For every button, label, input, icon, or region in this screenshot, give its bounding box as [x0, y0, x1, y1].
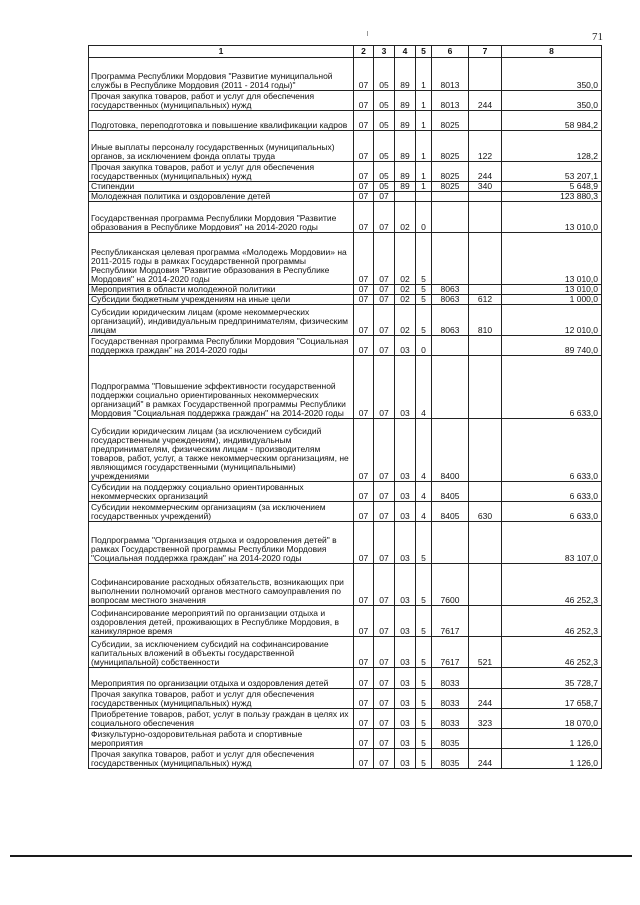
amount: 1 000,0 — [502, 295, 602, 305]
code-subsection: 07 — [374, 192, 395, 202]
code-subprogram: 5 — [416, 709, 432, 729]
code-subsection: 05 — [374, 111, 395, 131]
code-expense-type: 810 — [469, 305, 502, 336]
code-subprogram: 4 — [416, 502, 432, 522]
code-section: 07 — [354, 522, 374, 564]
code-program — [395, 192, 416, 202]
page-number: 71 — [592, 31, 603, 43]
code-subprogram: 4 — [416, 356, 432, 419]
code-subprogram: 4 — [416, 419, 432, 482]
amount: 46 252,3 — [502, 564, 602, 606]
item-name: Мероприятия в области молодежной политики — [89, 285, 354, 295]
code-section: 07 — [354, 668, 374, 689]
code-program: 89 — [395, 91, 416, 111]
amount: 58 984,2 — [502, 111, 602, 131]
code-expense-type — [469, 192, 502, 202]
code-expense-type — [469, 482, 502, 502]
code-direction: 8405 — [432, 482, 469, 502]
code-direction: 8063 — [432, 295, 469, 305]
code-subsection: 07 — [374, 305, 395, 336]
item-name: Приобретение товаров, работ, услуг в пользу граждан в целях их социального обеспечения — [89, 709, 354, 729]
code-direction: 7600 — [432, 564, 469, 606]
amount: 350,0 — [502, 91, 602, 111]
table-row — [89, 305, 602, 336]
amount: 13 010,0 — [502, 202, 602, 233]
item-name: Подпрограмма "Организация отдыха и оздоровления детей" в рамках Государственной программы Республики Мордовия "Социальная поддержка граждан" на 2014-2020 годы — [89, 522, 354, 564]
code-section: 07 — [354, 749, 374, 769]
code-program: 03 — [395, 482, 416, 502]
code-section: 07 — [354, 336, 374, 356]
amount: 123 880,3 — [502, 192, 602, 202]
code-program: 02 — [395, 295, 416, 305]
code-expense-type — [469, 356, 502, 419]
budget-table — [88, 45, 602, 769]
bottom-rule — [10, 855, 632, 857]
code-subsection: 07 — [374, 202, 395, 233]
code-section: 07 — [354, 91, 374, 111]
item-name: Субсидии юридическим лицам (за исключением субсидий государственным учреждениям), индивидуальным предпринимателям, физическим лицам - производителям товаров, работ, услуг, а также некоммерческим организациям, не являющимся государственными (муниципальными) учреждениями — [89, 419, 354, 482]
code-direction — [432, 233, 469, 285]
code-direction: 8063 — [432, 285, 469, 295]
code-section: 07 — [354, 162, 374, 182]
amount: 1 126,0 — [502, 749, 602, 769]
table-row — [89, 689, 602, 709]
code-subsection: 07 — [374, 606, 395, 637]
column-header: 5 — [416, 46, 432, 58]
item-name: Стипендии — [89, 182, 354, 192]
code-subsection: 07 — [374, 233, 395, 285]
code-program: 89 — [395, 182, 416, 192]
table-row — [89, 637, 602, 668]
code-subprogram: 5 — [416, 637, 432, 668]
code-expense-type — [469, 606, 502, 637]
amount: 12 010,0 — [502, 305, 602, 336]
item-name: Субсидии бюджетным учреждениям на иные цели — [89, 295, 354, 305]
item-name: Молодежная политика и оздоровление детей — [89, 192, 354, 202]
amount: 6 633,0 — [502, 482, 602, 502]
code-subprogram: 1 — [416, 91, 432, 111]
table-row — [89, 182, 602, 192]
column-header: 7 — [469, 46, 502, 58]
code-section: 07 — [354, 192, 374, 202]
code-expense-type — [469, 419, 502, 482]
code-direction: 8035 — [432, 749, 469, 769]
code-section: 07 — [354, 58, 374, 91]
column-header: 6 — [432, 46, 469, 58]
code-expense-type — [469, 233, 502, 285]
code-expense-type — [469, 111, 502, 131]
table-row — [89, 356, 602, 419]
code-direction: 8033 — [432, 668, 469, 689]
code-expense-type: 521 — [469, 637, 502, 668]
item-name: Иные выплаты персоналу государственных (муниципальных) органов, за исключением фонда оплаты труда — [89, 131, 354, 162]
column-header: 4 — [395, 46, 416, 58]
table-row — [89, 522, 602, 564]
code-section: 07 — [354, 709, 374, 729]
code-direction: 8033 — [432, 709, 469, 729]
item-name: Подпрограмма "Повышение эффективности государственной поддержки социально ориентированных некоммерческих организаций" в рамках Государственной программы Республики Мордовия "Социальная поддержка граждан" на 2014-2020 годы — [89, 356, 354, 419]
code-program: 02 — [395, 233, 416, 285]
item-name: Прочая закупка товаров, работ и услуг для обеспечения государственных (муниципальных) нужд — [89, 91, 354, 111]
amount: 128,2 — [502, 131, 602, 162]
code-program: 03 — [395, 522, 416, 564]
item-name: Программа Республики Мордовия "Развитие муниципальной службы в Республике Мордовия (2011 - 2014 годы)" — [89, 58, 354, 91]
item-name: Прочая закупка товаров, работ и услуг для обеспечения государственных (муниципальных) нужд — [89, 749, 354, 769]
code-program: 03 — [395, 502, 416, 522]
code-direction: 7617 — [432, 637, 469, 668]
item-name: Республиканская целевая программа «Молодежь Мордовии» на 2011-2015 годы в рамках Государственной программы Республики Мордовия "Развитие образования в Республике Мордовия" на 2014-2020 годы — [89, 233, 354, 285]
table-row — [89, 202, 602, 233]
table-row — [89, 419, 602, 482]
code-program: 02 — [395, 202, 416, 233]
code-section: 07 — [354, 606, 374, 637]
code-direction: 8033 — [432, 689, 469, 709]
table-row — [89, 502, 602, 522]
code-expense-type: 244 — [469, 91, 502, 111]
code-program: 03 — [395, 729, 416, 749]
amount: 35 728,7 — [502, 668, 602, 689]
code-subprogram: 5 — [416, 564, 432, 606]
code-program: 89 — [395, 111, 416, 131]
amount: 350,0 — [502, 58, 602, 91]
table-row — [89, 729, 602, 749]
code-expense-type — [469, 285, 502, 295]
table-row — [89, 58, 602, 91]
code-subprogram: 5 — [416, 606, 432, 637]
column-header: 1 — [89, 46, 354, 58]
code-direction: 7617 — [432, 606, 469, 637]
code-subprogram: 5 — [416, 749, 432, 769]
code-expense-type — [469, 564, 502, 606]
code-program: 03 — [395, 419, 416, 482]
code-subsection: 07 — [374, 419, 395, 482]
item-name: Государственная программа Республики Мордовия "Развитие образования в Республике Мордовия" на 2014-2020 годы — [89, 202, 354, 233]
code-program: 03 — [395, 689, 416, 709]
amount: 18 070,0 — [502, 709, 602, 729]
table-row — [89, 482, 602, 502]
code-direction: 8035 — [432, 729, 469, 749]
code-program: 02 — [395, 285, 416, 295]
code-subprogram: 5 — [416, 689, 432, 709]
code-subsection: 07 — [374, 356, 395, 419]
code-subsection: 05 — [374, 58, 395, 91]
code-subprogram: 1 — [416, 111, 432, 131]
code-section: 07 — [354, 729, 374, 749]
code-expense-type — [469, 522, 502, 564]
amount: 13 010,0 — [502, 233, 602, 285]
code-section: 07 — [354, 182, 374, 192]
code-expense-type: 244 — [469, 689, 502, 709]
code-subsection: 07 — [374, 668, 395, 689]
code-expense-type: 244 — [469, 749, 502, 769]
code-subsection: 07 — [374, 709, 395, 729]
table-header-row — [89, 46, 602, 58]
code-direction: 8025 — [432, 182, 469, 192]
table-row — [89, 606, 602, 637]
code-subsection: 05 — [374, 182, 395, 192]
amount: 1 126,0 — [502, 729, 602, 749]
item-name: Мероприятия по организации отдыха и оздоровления детей — [89, 668, 354, 689]
code-program: 03 — [395, 606, 416, 637]
item-name: Прочая закупка товаров, работ и услуг для обеспечения государственных (муниципальных) нужд — [89, 689, 354, 709]
code-direction: 8013 — [432, 91, 469, 111]
item-name: Физкультурно-оздоровительная работа и спортивные мероприятия — [89, 729, 354, 749]
table-row — [89, 749, 602, 769]
code-subprogram: 5 — [416, 729, 432, 749]
code-subsection: 07 — [374, 502, 395, 522]
item-name: Софинансирование расходных обязательств, возникающих при выполнении полномочий органов местного самоуправления по вопросам местного значения — [89, 564, 354, 606]
amount: 6 633,0 — [502, 419, 602, 482]
code-subsection: 07 — [374, 336, 395, 356]
code-subsection: 05 — [374, 162, 395, 182]
code-section: 07 — [354, 233, 374, 285]
code-expense-type: 122 — [469, 131, 502, 162]
code-direction: 8063 — [432, 305, 469, 336]
table-row — [89, 668, 602, 689]
item-name: Софинансирование мероприятий по организации отдыха и оздоровления детей, проживающих в Республике Мордовия, в каникулярное время — [89, 606, 354, 637]
code-program: 03 — [395, 637, 416, 668]
code-program: 02 — [395, 305, 416, 336]
code-subprogram — [416, 192, 432, 202]
amount: 6 633,0 — [502, 502, 602, 522]
code-section: 07 — [354, 131, 374, 162]
table-body — [89, 58, 602, 769]
code-subprogram: 5 — [416, 295, 432, 305]
code-subsection: 05 — [374, 91, 395, 111]
code-expense-type — [469, 58, 502, 91]
code-subsection: 07 — [374, 482, 395, 502]
code-subsection: 07 — [374, 749, 395, 769]
code-expense-type — [469, 668, 502, 689]
code-program: 03 — [395, 709, 416, 729]
table-row — [89, 709, 602, 729]
code-subprogram: 1 — [416, 162, 432, 182]
code-subprogram: 5 — [416, 668, 432, 689]
code-expense-type — [469, 729, 502, 749]
item-name: Субсидии юридическим лицам (кроме некоммерческих организаций), индивидуальным предпринимателям, физическим лицам — [89, 305, 354, 336]
code-subprogram: 5 — [416, 233, 432, 285]
code-subsection: 05 — [374, 131, 395, 162]
code-expense-type — [469, 336, 502, 356]
amount: 53 207,1 — [502, 162, 602, 182]
code-subsection: 07 — [374, 564, 395, 606]
code-expense-type: 612 — [469, 295, 502, 305]
item-name: Субсидии, за исключением субсидий на софинансирование капитальных вложений в объекты государственной (муниципальной) собственности — [89, 637, 354, 668]
table-row — [89, 131, 602, 162]
item-name: Субсидии на поддержку социально ориентированных некоммерческих организаций — [89, 482, 354, 502]
code-subprogram: 0 — [416, 202, 432, 233]
code-subsection: 07 — [374, 729, 395, 749]
code-section: 07 — [354, 111, 374, 131]
code-program: 03 — [395, 564, 416, 606]
code-subsection: 07 — [374, 689, 395, 709]
code-section: 07 — [354, 637, 374, 668]
table-row — [89, 295, 602, 305]
code-program: 03 — [395, 749, 416, 769]
amount: 17 658,7 — [502, 689, 602, 709]
code-section: 07 — [354, 419, 374, 482]
code-subprogram: 5 — [416, 305, 432, 336]
code-program: 89 — [395, 58, 416, 91]
code-expense-type: 340 — [469, 182, 502, 192]
scan-mark — [367, 31, 368, 36]
code-expense-type — [469, 202, 502, 233]
code-section: 07 — [354, 689, 374, 709]
column-header: 3 — [374, 46, 395, 58]
code-direction: 8025 — [432, 131, 469, 162]
code-direction: 8025 — [432, 162, 469, 182]
code-section: 07 — [354, 482, 374, 502]
code-section: 07 — [354, 564, 374, 606]
code-program: 03 — [395, 336, 416, 356]
amount: 5 648,9 — [502, 182, 602, 192]
code-expense-type: 630 — [469, 502, 502, 522]
column-header: 8 — [502, 46, 602, 58]
amount: 6 633,0 — [502, 356, 602, 419]
item-name: Подготовка, переподготовка и повышение квалификации кадров — [89, 111, 354, 131]
code-section: 07 — [354, 305, 374, 336]
code-expense-type: 244 — [469, 162, 502, 182]
code-subprogram: 1 — [416, 58, 432, 91]
table-row — [89, 192, 602, 202]
item-name: Субсидии некоммерческим организациям (за исключением государственных учреждений) — [89, 502, 354, 522]
code-subsection: 07 — [374, 522, 395, 564]
amount: 46 252,3 — [502, 637, 602, 668]
code-subprogram: 1 — [416, 131, 432, 162]
table-row — [89, 91, 602, 111]
item-name: Прочая закупка товаров, работ и услуг для обеспечения государственных (муниципальных) нужд — [89, 162, 354, 182]
code-direction — [432, 202, 469, 233]
code-direction — [432, 356, 469, 419]
code-section: 07 — [354, 502, 374, 522]
table-row — [89, 162, 602, 182]
code-subsection: 07 — [374, 285, 395, 295]
code-expense-type: 323 — [469, 709, 502, 729]
code-direction — [432, 336, 469, 356]
amount: 83 107,0 — [502, 522, 602, 564]
code-subsection: 07 — [374, 295, 395, 305]
table-row — [89, 285, 602, 295]
code-subprogram: 1 — [416, 182, 432, 192]
table-row — [89, 111, 602, 131]
code-subprogram: 4 — [416, 482, 432, 502]
code-direction: 8013 — [432, 58, 469, 91]
code-program: 03 — [395, 668, 416, 689]
code-section: 07 — [354, 295, 374, 305]
table-row — [89, 564, 602, 606]
code-section: 07 — [354, 356, 374, 419]
amount: 89 740,0 — [502, 336, 602, 356]
code-subprogram: 5 — [416, 522, 432, 564]
table-row — [89, 336, 602, 356]
code-subsection: 07 — [374, 637, 395, 668]
code-program: 89 — [395, 131, 416, 162]
code-section: 07 — [354, 202, 374, 233]
code-direction — [432, 192, 469, 202]
amount: 13 010,0 — [502, 285, 602, 295]
code-subprogram: 0 — [416, 336, 432, 356]
code-direction: 8025 — [432, 111, 469, 131]
code-program: 03 — [395, 356, 416, 419]
table-row — [89, 233, 602, 285]
code-direction — [432, 522, 469, 564]
item-name: Государственная программа Республики Мордовия "Социальная поддержка граждан" на 2014-2020 годы — [89, 336, 354, 356]
code-section: 07 — [354, 285, 374, 295]
code-direction: 8405 — [432, 502, 469, 522]
code-program: 89 — [395, 162, 416, 182]
column-header: 2 — [354, 46, 374, 58]
code-direction: 8400 — [432, 419, 469, 482]
amount: 46 252,3 — [502, 606, 602, 637]
code-subprogram: 5 — [416, 285, 432, 295]
